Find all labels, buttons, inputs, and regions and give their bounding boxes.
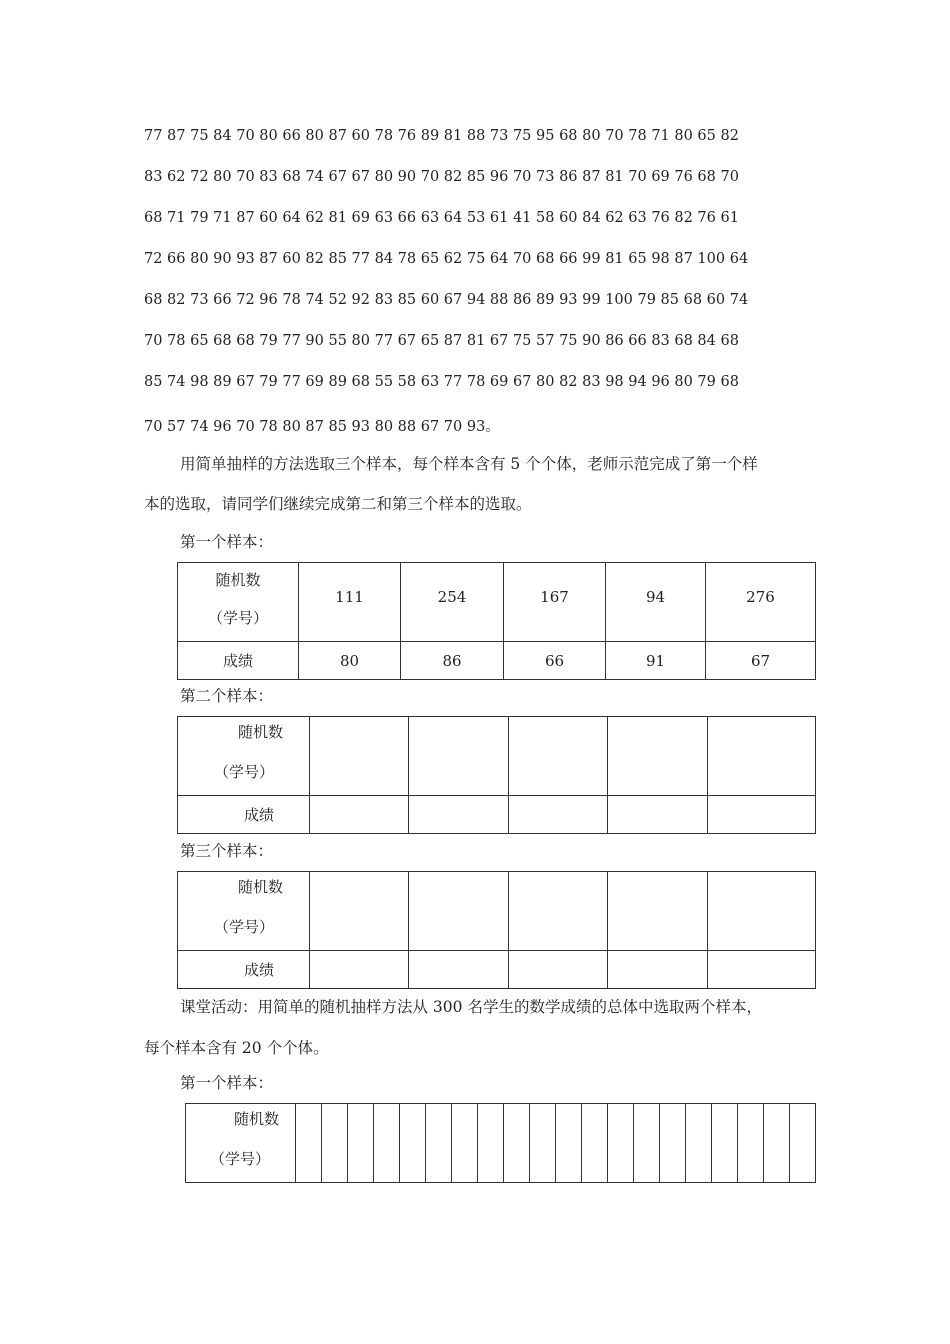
empty-cell[interactable] (348, 1104, 374, 1183)
empty-cell[interactable] (310, 717, 409, 796)
row-header-random: 随机数 (215, 571, 261, 589)
empty-cell[interactable] (478, 1104, 504, 1183)
empty-cell[interactable] (708, 951, 816, 989)
sample-3-table (177, 871, 816, 989)
instruction-text-cont: 本的选取，请同学们继续完成第二和第三个样本的选取。 (144, 495, 532, 513)
random-number-cell: 254 (401, 563, 504, 642)
empty-cell[interactable] (660, 1104, 686, 1183)
empty-cell[interactable] (310, 796, 409, 834)
row-header-id: （学号） (214, 763, 275, 781)
empty-cell[interactable] (608, 872, 708, 951)
row-header-random-id (186, 1104, 296, 1183)
score-cell: 66 (504, 642, 606, 680)
empty-cell[interactable] (608, 796, 708, 834)
empty-cell[interactable] (556, 1104, 582, 1183)
instruction-text: 用简单抽样的方法选取三个样本，每个样本含有 5 个个体，老师示范完成了第一个样 (180, 455, 758, 473)
empty-cell[interactable] (530, 1104, 556, 1183)
empty-cell[interactable] (310, 872, 409, 951)
sample-1-label: 第一个样本： (180, 533, 274, 551)
empty-cell[interactable] (400, 1104, 426, 1183)
activity-sample-1-label: 第一个样本： (180, 1074, 274, 1092)
row-header-random-id (178, 872, 310, 951)
empty-cell[interactable] (509, 717, 608, 796)
empty-cell[interactable] (296, 1104, 322, 1183)
score-cell: 67 (706, 642, 816, 680)
empty-cell[interactable] (310, 951, 409, 989)
row-header-id: （学号） (210, 1150, 271, 1168)
empty-cell[interactable] (374, 1104, 400, 1183)
scores-line: 70 78 65 68 68 79 77 90 55 80 77 67 65 87 81 67 75 57 75 90 86 66 83 68 84 68 (144, 333, 739, 349)
score-cell: 86 (401, 642, 504, 680)
empty-cell[interactable] (409, 796, 509, 834)
empty-cell[interactable] (608, 1104, 634, 1183)
empty-cell[interactable] (426, 1104, 452, 1183)
row-header-score: 成绩 (178, 796, 310, 834)
empty-cell[interactable] (504, 1104, 530, 1183)
scores-line: 83 62 72 80 70 83 68 74 67 67 80 90 70 82 85 96 70 73 86 87 81 70 69 76 68 70 (144, 169, 739, 185)
random-number-cell: 94 (606, 563, 706, 642)
score-cell: 91 (606, 642, 706, 680)
empty-cell[interactable] (509, 796, 608, 834)
empty-cell[interactable] (708, 872, 816, 951)
sample-2-label: 第二个样本： (180, 687, 274, 705)
row-header-id: （学号） (208, 609, 269, 627)
empty-cell[interactable] (452, 1104, 478, 1183)
activity-sample-1-table (185, 1103, 816, 1183)
empty-cell[interactable] (409, 872, 509, 951)
empty-cell[interactable] (608, 717, 708, 796)
empty-cell[interactable] (634, 1104, 660, 1183)
empty-cell[interactable] (708, 796, 816, 834)
row-header-random-id (178, 563, 299, 642)
scores-line: 68 82 73 66 72 96 78 74 52 92 83 85 60 67 94 88 86 89 93 99 100 79 85 68 60 74 (144, 292, 749, 308)
empty-cell[interactable] (608, 951, 708, 989)
scores-line: 85 74 98 89 67 79 77 69 89 68 55 58 63 77 78 69 67 80 82 83 98 94 96 80 79 68 (144, 374, 739, 390)
empty-cell[interactable] (764, 1104, 790, 1183)
random-number-cell: 276 (706, 563, 816, 642)
random-number-cell: 111 (299, 563, 401, 642)
empty-cell[interactable] (790, 1104, 816, 1183)
row-header-score: 成绩 (178, 951, 310, 989)
empty-cell[interactable] (409, 951, 509, 989)
sample-1-table (177, 562, 816, 680)
scores-line: 72 66 80 90 93 87 60 82 85 77 84 78 65 62 75 64 70 68 66 99 81 65 98 87 100 64 (144, 251, 749, 267)
score-cell: 80 (299, 642, 401, 680)
empty-cell[interactable] (686, 1104, 712, 1183)
random-number-cell: 167 (504, 563, 606, 642)
scores-line: 77 87 75 84 70 80 66 80 87 60 78 76 89 81 88 73 75 95 68 80 70 78 71 80 65 82 (144, 128, 739, 144)
row-header-random: 随机数 (238, 723, 284, 741)
empty-cell[interactable] (509, 951, 608, 989)
empty-cell[interactable] (409, 717, 509, 796)
empty-cell[interactable] (509, 872, 608, 951)
row-header-random: 随机数 (238, 878, 284, 896)
empty-cell[interactable] (708, 717, 816, 796)
row-header-score: 成绩 (178, 642, 299, 680)
sample-3-label: 第三个样本： (180, 842, 274, 860)
empty-cell[interactable] (582, 1104, 608, 1183)
empty-cell[interactable] (322, 1104, 348, 1183)
row-header-random: 随机数 (234, 1110, 280, 1128)
activity-text: 课堂活动：用简单的随机抽样方法从 300 名学生的数学成绩的总体中选取两个样本， (180, 998, 762, 1016)
scores-line: 70 57 74 96 70 78 80 87 85 93 80 88 67 70 93。 (144, 419, 500, 435)
row-header-random-id (178, 717, 310, 796)
row-header-id: （学号） (214, 918, 275, 936)
sample-2-table (177, 716, 816, 834)
empty-cell[interactable] (712, 1104, 738, 1183)
empty-cell[interactable] (738, 1104, 764, 1183)
activity-text-cont: 每个样本含有 20 个个体。 (144, 1039, 329, 1057)
scores-line: 68 71 79 71 87 60 64 62 81 69 63 66 63 64 53 61 41 58 60 84 62 63 76 82 76 61 (144, 210, 739, 226)
